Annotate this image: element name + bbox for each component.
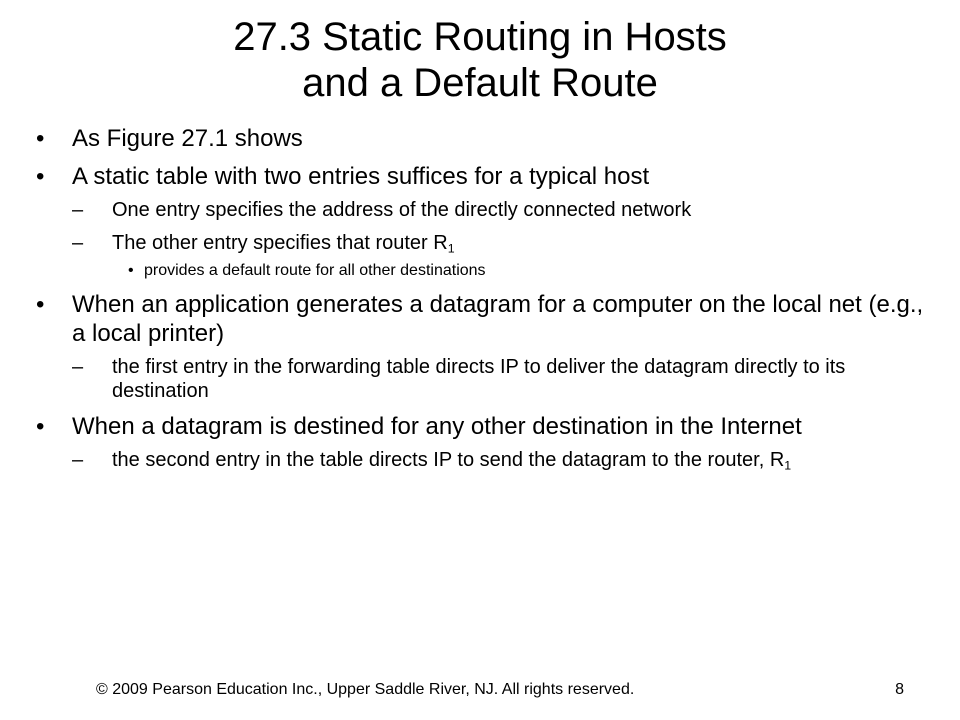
sub-bullet-text: The other entry specifies that router R [112, 232, 448, 254]
dash-marker: – [72, 199, 84, 221]
sub-sub-bullet-list [112, 261, 936, 281]
slide-title [0, 14, 960, 106]
sub-bullet-list [72, 448, 936, 472]
sub-bullet-list [72, 355, 936, 403]
dash-marker: – [72, 232, 84, 254]
bullet-static-table [36, 162, 936, 281]
bullet-text: A static table with two entries suffices for a typical host [72, 163, 650, 190]
sub-bullet-second-entry [72, 448, 936, 472]
bullet-local-net [36, 290, 936, 403]
bullet-text: As Figure 27.1 shows [72, 125, 303, 152]
page-number: 8 [895, 681, 904, 698]
sub-bullet-text: the second entry in the table directs IP to send the datagram to the router, R [112, 449, 785, 471]
bullet-figure-reference [36, 124, 936, 153]
sub-sub-bullet-text: provides a default route for all other destinations [144, 262, 486, 279]
bullet-other-destination [36, 412, 936, 472]
bullet-text: When an application generates a datagram for a computer on the local net (e.g., a local printer) [72, 291, 924, 347]
bullet-list [36, 124, 936, 481]
sub-bullet-list [72, 198, 936, 281]
sub-bullet-first-entry-deliver [72, 355, 936, 403]
router-subscript: 1 [447, 241, 455, 256]
slide-title-line-2: and a Default Route [302, 61, 658, 105]
sub-bullet-other-entry [72, 231, 936, 281]
copyright-footer: © 2009 Pearson Education Inc., Upper Saddle River, NJ. All rights reserved. [96, 681, 635, 698]
sub-bullet-text: One entry specifies the address of the directly connected network [112, 199, 692, 221]
sub-bullet-text: the first entry in the forwarding table directs IP to deliver the datagram directly to its destination [112, 356, 846, 402]
dash-marker: – [72, 356, 84, 378]
dash-marker: – [72, 449, 84, 471]
bullet-text: When a datagram is destined for any other destination in the Internet [72, 413, 802, 440]
sub-sub-bullet-default-route [112, 261, 936, 281]
sub-bullet-first-entry [72, 198, 936, 222]
router-subscript: 1 [784, 458, 792, 473]
slide-title-line-1: 27.3 Static Routing in Hosts [233, 15, 727, 59]
